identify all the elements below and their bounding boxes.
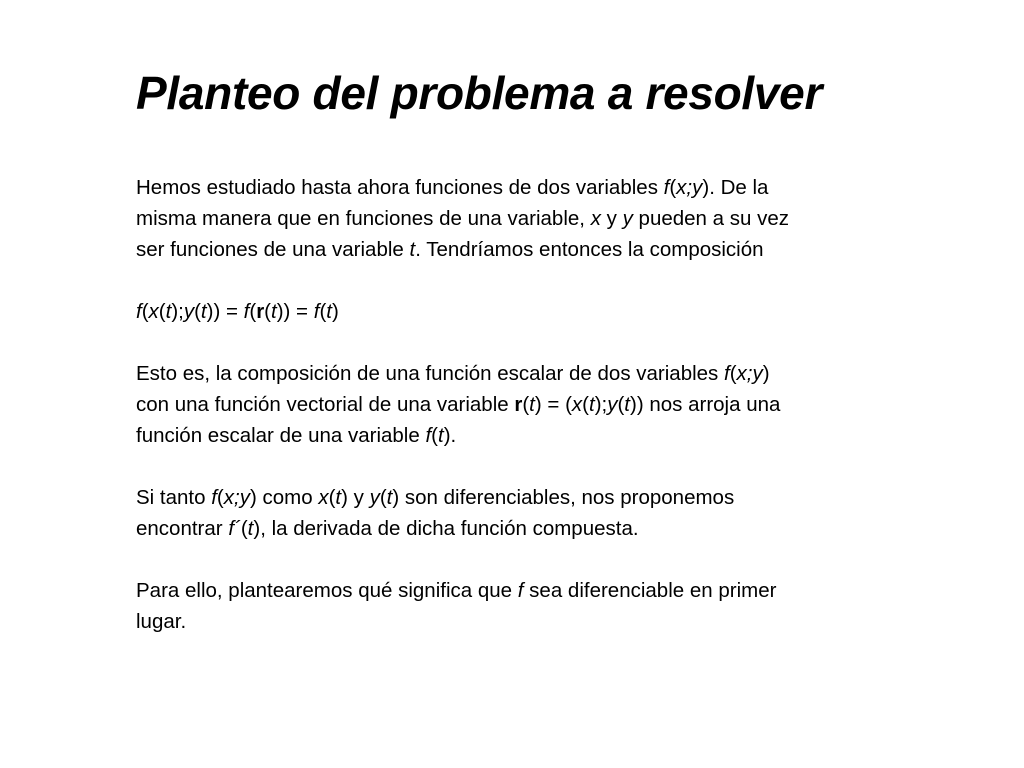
text-line: Para ello, plantearemos qué significa que f sea diferenciable en primer: [136, 579, 777, 602]
paragraph-differentiable: [136, 482, 896, 544]
slide-body: [136, 172, 896, 668]
text-line: Esto es, la composición de una función escalar de dos variables f(x;y): [136, 362, 770, 385]
formula-line: f(x(t);y(t)) = f(r(t)) = f(t): [136, 300, 339, 323]
slide-title: Planteo del problema a resolver: [136, 67, 823, 119]
text-line: ser funciones de una variable t. Tendríamos entonces la composición: [136, 238, 764, 261]
text-line: función escalar de una variable f(t).: [136, 424, 457, 447]
composition-formula: [136, 296, 896, 327]
text-line: encontrar f´(t), la derivada de dicha función compuesta.: [136, 517, 639, 540]
text-line: Hemos estudiado hasta ahora funciones de dos variables f(x;y). De la: [136, 176, 769, 199]
paragraph-composition: [136, 358, 896, 451]
text-line: misma manera que en funciones de una variable, x y y pueden a su vez: [136, 207, 789, 230]
text-line: Si tanto f(x;y) como x(t) y y(t) son diferenciables, nos proponemos: [136, 486, 735, 509]
text-line: lugar.: [136, 610, 187, 633]
text-line: con una función vectorial de una variable r(t) = (x(t);y(t)) nos arroja una: [136, 393, 781, 416]
paragraph-intro: [136, 172, 896, 265]
paragraph-conclusion: [136, 575, 896, 637]
